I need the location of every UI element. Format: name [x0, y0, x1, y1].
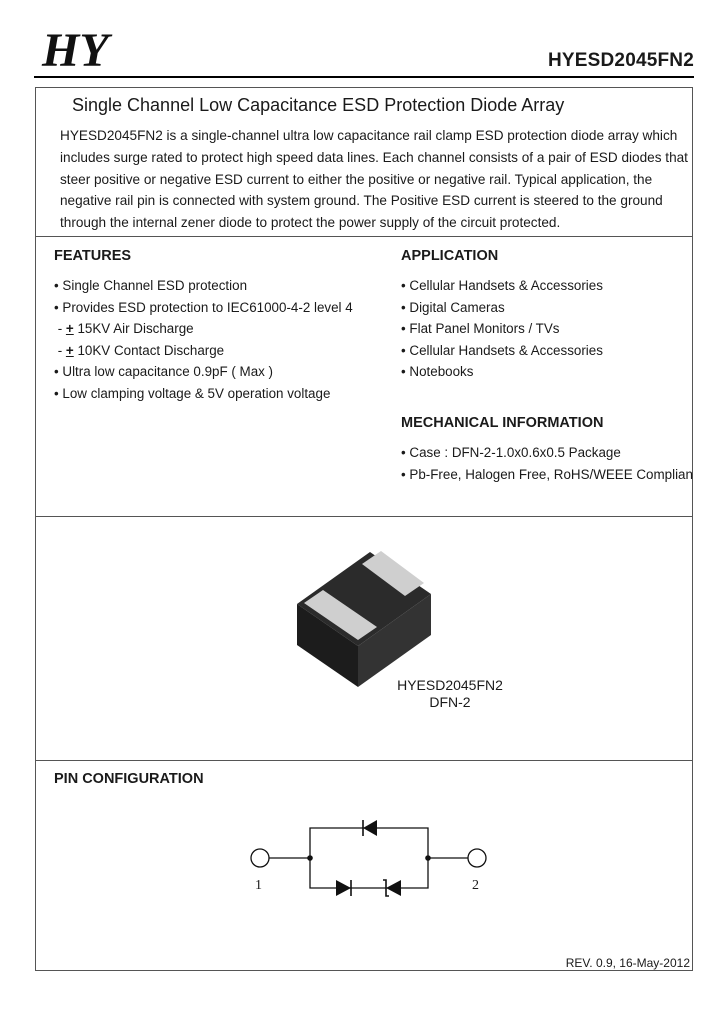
description-line: through the internal zener diode to protect the power supply of the circuit protected.	[60, 215, 561, 231]
application-item: • Cellular Handsets & Accessories	[401, 278, 603, 293]
right-junction-dot	[425, 855, 431, 861]
application-heading: APPLICATION	[401, 248, 499, 264]
divider-intro	[35, 236, 693, 237]
divider-package	[35, 760, 693, 761]
top-diode-icon	[363, 820, 377, 836]
feature-item: • Low clamping voltage & 5V operation voltage	[54, 385, 331, 401]
logo-text: HY	[42, 28, 109, 76]
mechanical-heading: MECHANICAL INFORMATION	[401, 415, 604, 431]
wire-top-loop	[310, 828, 428, 858]
features-heading: FEATURES	[54, 248, 132, 264]
package-labels	[390, 677, 510, 711]
pin-1-label: 1	[255, 878, 262, 893]
application-list	[401, 275, 603, 383]
dfn2-package-illustration	[280, 540, 450, 695]
feature-sub-item	[54, 318, 353, 340]
package-type-label: DFN-2	[429, 694, 471, 710]
plus-minus-symbol: +	[65, 321, 74, 337]
application-item: • Digital Cameras	[401, 299, 505, 315]
application-item: • Notebooks	[401, 364, 474, 380]
revision-date: REV. 0.9, 16-May-2012	[565, 956, 690, 970]
feature-item: • Single Channel ESD protection	[54, 278, 248, 293]
mechanical-item: • Pb-Free, Halogen Free, RoHS/WEEE Complian	[401, 466, 693, 482]
pin-config-schematic	[240, 810, 500, 900]
application-item: • Cellular Handsets & Accessories	[401, 342, 603, 358]
bottom-left-diode-icon	[336, 880, 351, 896]
header-rule	[34, 76, 694, 78]
package-part-label: HYESD2045FN2	[397, 677, 503, 693]
divider-features	[35, 516, 693, 517]
left-junction-dot	[307, 855, 313, 861]
description-line: HYESD2045FN2 is a single-channel ultra low capacitance rail clamp ESD protection diode array which	[60, 128, 678, 143]
features-list	[54, 275, 353, 405]
wire-bottom-loop	[310, 858, 428, 888]
mechanical-list	[401, 442, 693, 485]
feature-sub-item	[54, 340, 353, 362]
pin-config-heading: PIN CONFIGURATION	[54, 771, 204, 787]
dash-prefix: -	[57, 321, 66, 337]
product-description	[60, 125, 690, 234]
pin-1-terminal	[251, 849, 269, 867]
feature-sub-text: 15KV Air Discharge	[77, 321, 194, 337]
dash-prefix: -	[57, 342, 66, 358]
zener-diode-icon	[386, 880, 401, 896]
pin-2-label: 2	[472, 878, 479, 893]
pin-2-terminal	[468, 849, 486, 867]
feature-item: • Provides ESD protection to IEC61000-4-2 level 4	[54, 299, 353, 315]
feature-sub-text: 10KV Contact Discharge	[77, 342, 225, 358]
part-number-title: HYESD2045FN2	[547, 50, 694, 71]
hy-logo	[34, 28, 164, 76]
description-line: steer positive or negative ESD current to either the positive or negative rail. Typical application, the	[60, 171, 653, 187]
product-title: Single Channel Low Capacitance ESD Protection Diode Array	[72, 95, 565, 115]
feature-item: • Ultra low capacitance 0.9pF ( Max )	[54, 364, 274, 380]
description-line: negative rail pin is connected with system ground. The Positive ESD current is steered to the ground	[60, 193, 663, 209]
application-item: • Flat Panel Monitors / TVs	[401, 321, 560, 337]
description-line: includes surge rated to protect high speed data lines. Each channel consists of a pair of ESD diodes that	[60, 149, 688, 165]
plus-minus-symbol: +	[65, 342, 74, 358]
mechanical-item: • Case : DFN-2-1.0x0.6x0.5 Package	[401, 445, 621, 460]
